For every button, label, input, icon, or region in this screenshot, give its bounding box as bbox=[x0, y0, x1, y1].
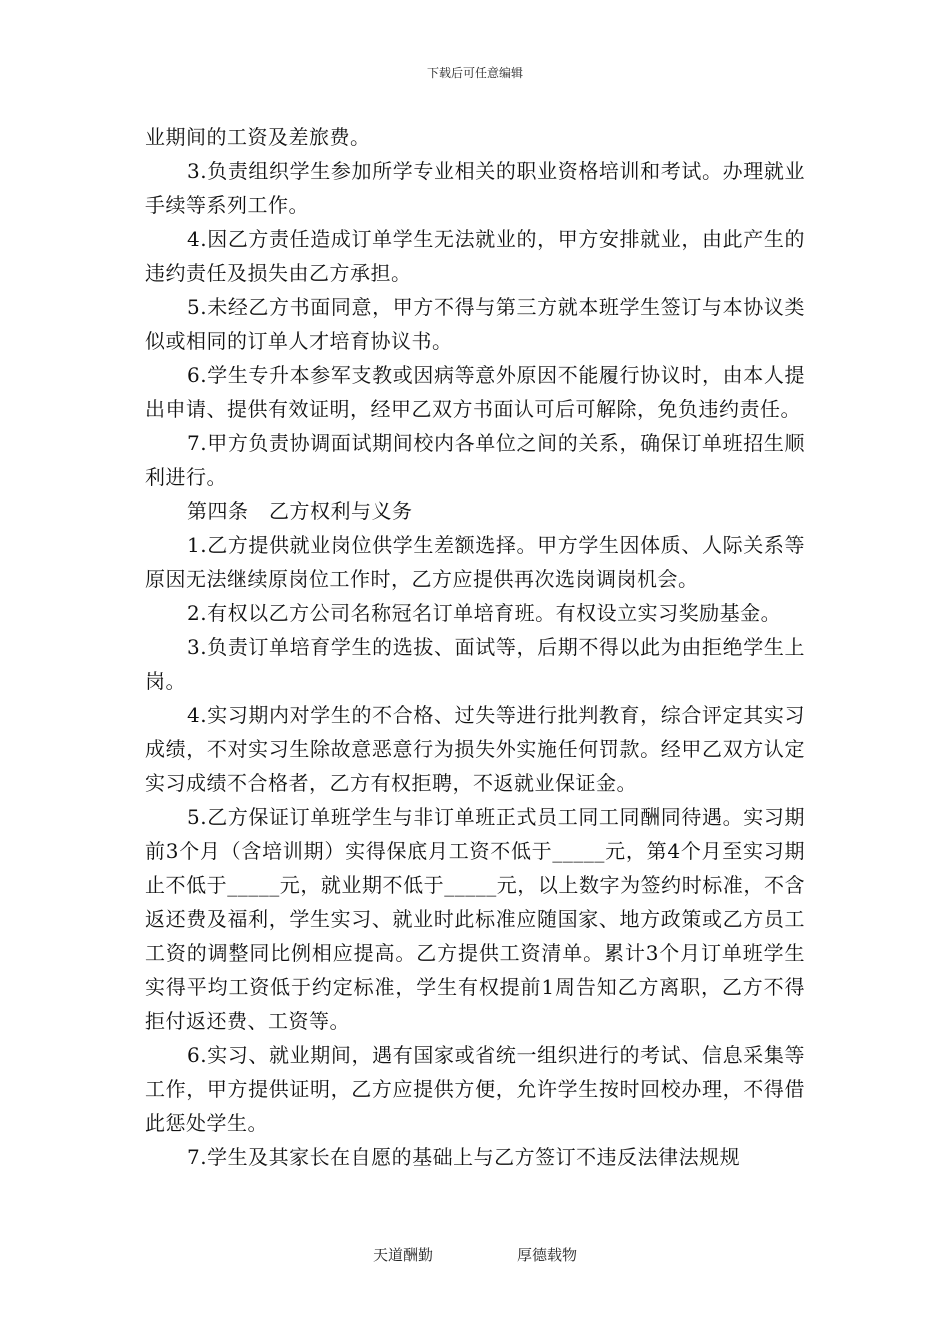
clause-item: 1.乙方提供就业岗位供学生差额选择。甲方学生因体质、人际关系等原因无法继续原岗位工作时，乙方应提供再次选岗调岗机会。 bbox=[145, 533, 805, 591]
footer-left-text: 天道酬勤 bbox=[372, 1246, 433, 1264]
header-text: 下载后可任意编辑 bbox=[426, 66, 523, 80]
clause-item: 7.甲方负责协调面试期间校内各单位之间的关系，确保订单班招生顺利进行。 bbox=[145, 431, 805, 489]
document-body bbox=[145, 120, 805, 1174]
clause-item: 2.有权以乙方公司名称冠名订单培育班。有权设立实习奖励基金。 bbox=[187, 601, 782, 625]
clause-item: 6.学生专升本参军支教或因病等意外原因不能履行协议时，由本人提出申请、提供有效证明，经甲乙双方书面认可后可解除，免负违约责任。 bbox=[145, 363, 805, 421]
section-heading: 第四条 乙方权利与义务 bbox=[187, 499, 413, 523]
clause-item: 5.未经乙方书面同意，甲方不得与第三方就本班学生签订与本协议类似或相同的订单人才培育协议书。 bbox=[145, 295, 805, 353]
footer-right-text: 厚德载物 bbox=[517, 1246, 578, 1264]
clause-item: 3.负责订单培育学生的选拔、面试等，后期不得以此为由拒绝学生上岗。 bbox=[145, 635, 805, 693]
clause-item: 3.负责组织学生参加所学专业相关的职业资格培训和考试。办理就业手续等系列工作。 bbox=[145, 159, 805, 217]
page-header bbox=[0, 64, 950, 82]
page-footer bbox=[0, 1244, 950, 1266]
clause-item: 6.实习、就业期间，遇有国家或省统一组织进行的考试、信息采集等工作，甲方提供证明，乙方应提供方便，允许学生按时回校办理，不得借此惩处学生。 bbox=[145, 1043, 805, 1135]
clause-item: 5.乙方保证订单班学生与非订单班正式员工同工同酬同待遇。实习期前3个月（含培训期）实得保底月工资不低于_____元，第4个月至实习期止不低于_____元，就业期不低于_____元，以上数字为签约时标准，不含返还费及福利，学生实习、就业时此标准应随国家、地方政策或乙方员工工资的调整同比例相应提高。乙方提供工资清单。累计3个月订单班学生实得平均工资低于约定标准，学生有权提前1周告知乙方离职，乙方不得拒付返还费、工资等。 bbox=[145, 805, 805, 1033]
clause-item: 4.因乙方责任造成订单学生无法就业的，甲方安排就业，由此产生的违约责任及损失由乙方承担。 bbox=[145, 227, 805, 285]
clause-item: 7.学生及其家长在自愿的基础上与乙方签订不违反法律法规规 bbox=[187, 1145, 741, 1169]
paragraph-continuation: 业期间的工资及差旅费。 bbox=[145, 125, 371, 149]
clause-item: 4.实习期内对学生的不合格、过失等进行批判教育，综合评定其实习成绩，不对实习生除故意恶意行为损失外实施任何罚款。经甲乙双方认定实习成绩不合格者，乙方有权拒聘，不返就业保证金。 bbox=[145, 703, 805, 795]
